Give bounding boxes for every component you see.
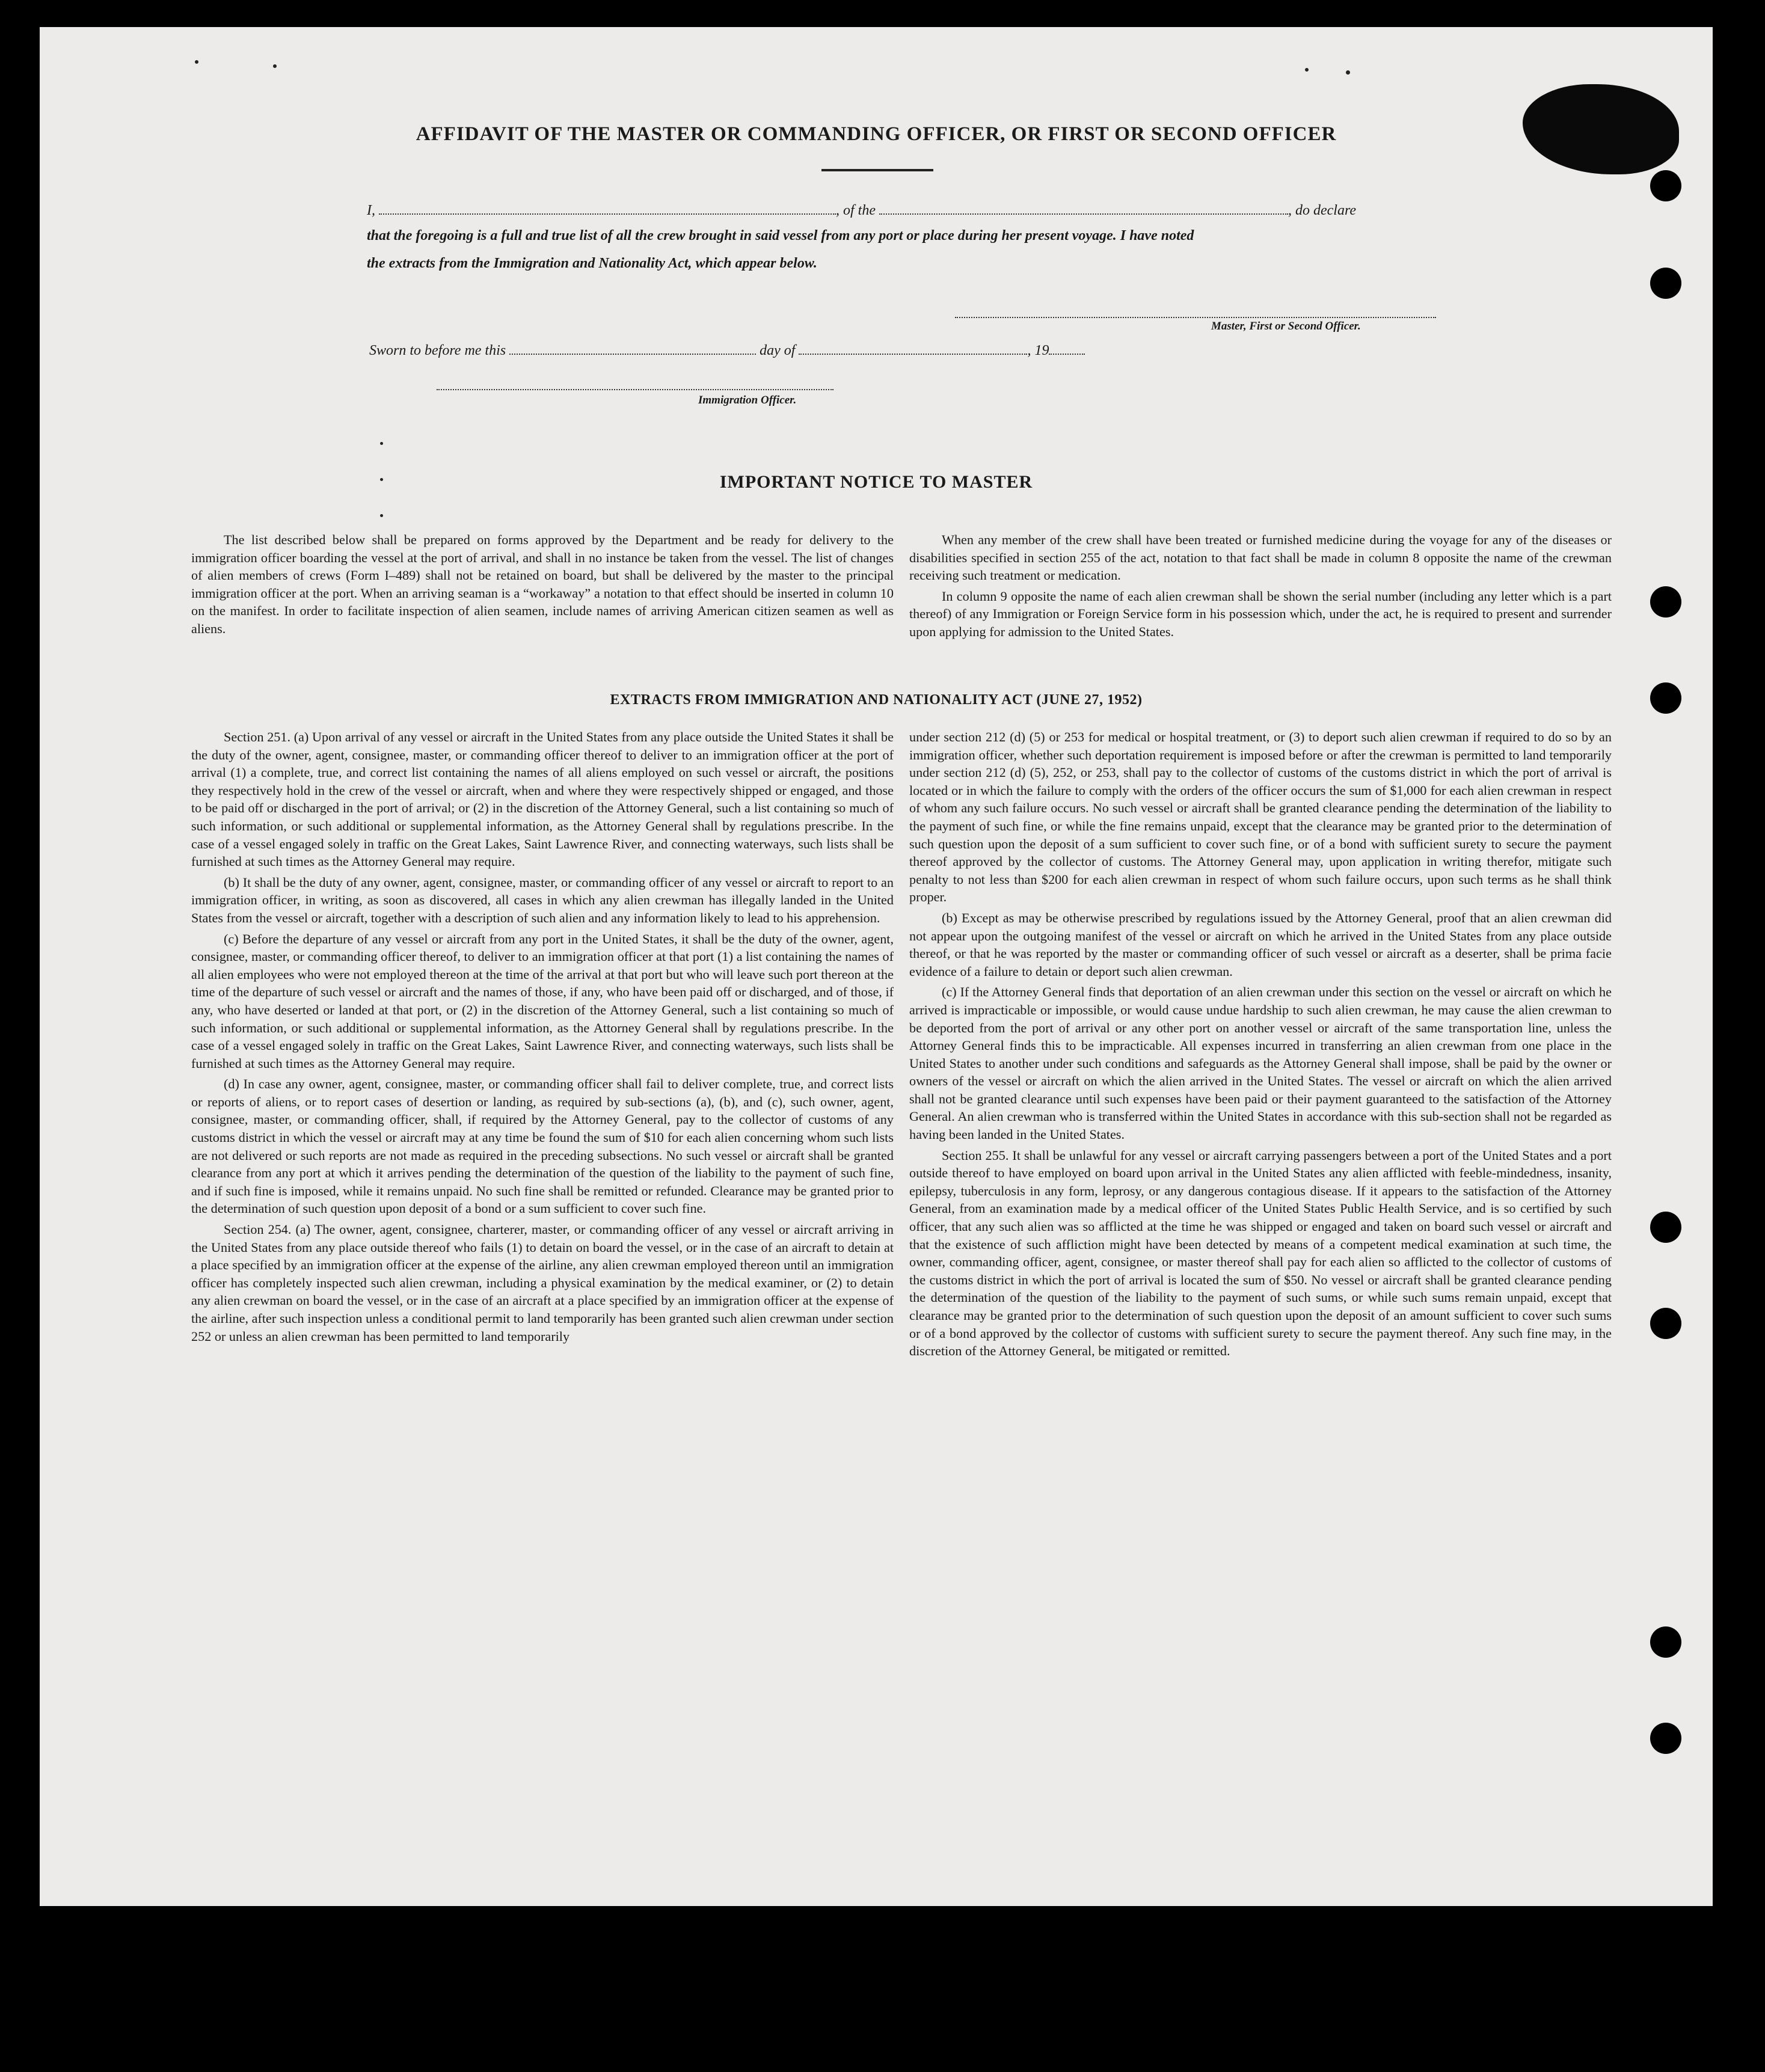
notice-title: IMPORTANT NOTICE TO MASTER [719, 472, 1033, 492]
speck [380, 478, 383, 481]
binder-hole [1650, 1626, 1681, 1658]
master-signature-line[interactable] [955, 316, 1436, 318]
day-of-text: day of [760, 343, 796, 358]
extract-paragraph: (b) Except as may be otherwise prescribed by regulations issued by the Attorney General, proof that an alien crewman did not appear upon the outgoing manifest of the vessel or aircraft on which he arrived in the United States from any place outside thereof, or that he was reported by the master or commanding officer of such vessel or aircraft as a deserter, shall be prima facie evidence of a failure to detain or deport such alien crewman. [909, 910, 1612, 979]
extract-paragraph: (c) If the Attorney General finds that deportation of an alien crewman under this section on the vessel or aircraft on which he arrived is impracticable or impossible, or would cause undue hardship to such alien crewman, he may cause the alien crewman to be deported from the port of arrival or any other port on another vessel or aircraft of the same transportation line, unless the Attorney General finds this to be impracticable. All expenses incurred in transferring an alien crewman from one place in the United States to another under such conditions and safeguards as the Attorney General shall impose, shall be paid by the owner or owners of the vessel or aircraft on which the alien arrived in the United States. The vessel or aircraft on which the alien arrived shall not be granted clearance until such expenses have been paid or their payment guaranteed to the satisfaction of the Attorney General. An alien crewman who is transferred within the United States in accordance with this sub-section shall not be regarded as having been landed in the United States. [909, 984, 1612, 1142]
declaration-do-declare: , do declare [1288, 203, 1357, 218]
extracts-left-column [191, 728, 894, 1348]
officer-signature-line[interactable] [437, 388, 833, 390]
extract-paragraph: Section 254. (a) The owner, agent, consignee, charterer, master, or commanding officer of any vessel or aircraft arriving in the United States from any place outside thereof who fails (1) to detain on board the vessel, or in the case of an aircraft to detain at a place specified by an immigration officer at the expense of the airline, any alien crewman employed thereon until an immigration officer has completely inspected such alien crewman, including a physical examination by the medical examiner, or (2) to detain any alien crewman on board the vessel, or in the case of an aircraft at a place specified by an immigration officer at the expense of the airline, after such inspection unless a conditional permit to land temporarily has been granted such alien crewman under section 252 or unless an alien crewman has been permitted to land temporarily [191, 1222, 894, 1344]
sworn-day-field[interactable] [509, 342, 756, 355]
binder-hole [1650, 586, 1681, 618]
speck [273, 64, 277, 68]
speck [1305, 68, 1309, 72]
notice-right-paragraph-1: When any member of the crew shall have been treated or furnished medicine during the voyage for any of the diseases or disabilities specified in section 255 of the act, notation to that fact shall be made in column 8 opposite the name of the crewman receiving such treatment or medication. [909, 532, 1612, 583]
notice-right-column [909, 531, 1612, 644]
notice-left-paragraph: The list described below shall be prepared on forms approved by the Department and be ready for delivery to the immigration officer boarding the vessel at the port of arrival, and shall in no instance be taken from the vessel. The list of changes of alien members of crews (Form I–489) shall not be retained on board, but shall be delivered by the master to the principal immigration officer at the port. When an arriving seaman is a “workaway” a notation to that effect should be inserted in column 10 on the manifest. In order to facilitate inspection of alien seamen, include names of arriving American citizen seamen as well as aliens. [191, 532, 894, 636]
sworn-month-field[interactable] [799, 342, 1027, 355]
year-prefix: , 19 [1027, 343, 1049, 358]
vessel-name-field[interactable] [879, 201, 1288, 215]
notice-right-paragraph-2: In column 9 opposite the name of each alien crewman shall be shown the serial number (including any letter which is a part thereof) of any Immigration or Foreign Service form in his possession which, under the act, he is required to present and surrender upon applying for admission to the United States. [909, 588, 1612, 639]
speck [195, 60, 198, 64]
extracts-right-column [909, 728, 1612, 1363]
extracts-title: EXTRACTS FROM IMMIGRATION AND NATIONALITY ACT (JUNE 27, 1952) [610, 692, 1143, 708]
sworn-year-field[interactable] [1049, 342, 1085, 355]
extract-paragraph: Section 255. It shall be unlawful for any vessel or aircraft carrying passengers between a port of the United States and a port outside thereof to have employed on board upon arrival in the United States any alien afflicted with feeble-mindedness, insanity, epilepsy, tuberculosis in any form, leprosy, or any dangerous contagious disease. If it appears to the satisfaction of the Attorney General, from an examination made by a medical officer of the United States Public Health Service, and is so certified by such officer, that any such alien was so afflicted at the time he was shipped or engaged and taken on board such vessel or aircraft and that the existence of such affliction might have been detected by means of a competent medical examination at such time, the owner, commanding officer, agent, consignee, or master thereof shall pay for each alien so afflicted to the collector of customs of the customs district in which the port of arrival is located the sum of $50. No vessel or aircraft shall be granted clearance pending the determination of the question of the liability to the payment of such sums, or while such sums remain unpaid, except that clearance may be granted prior to the determination of such question upon the deposit of an amount sufficient to cover such sums or of a bond approved by the collector of customs with sufficient surety to secure the payment thereof. Any such fine may, in the discretion of the Attorney General, be mitigated or remitted. [909, 1147, 1612, 1359]
extract-paragraph: (b) It shall be the duty of any owner, agent, consignee, master, or commanding officer of any vessel or aircraft to report to an immigration officer, in writing, as soon as discovered, all cases in which any alien crewman has illegally landed in the United States from the vessel or aircraft, together with a description of such alien and any information likely to lead to his apprehension. [191, 874, 894, 925]
document-page [40, 27, 1713, 1906]
binder-hole [1650, 170, 1681, 201]
master-signature-label: Master, First or Second Officer. [1211, 320, 1361, 333]
extract-paragraph: (d) In case any owner, agent, consignee, master, or commanding officer shall fail to deliver complete, true, and correct lists or reports of aliens, or to report cases of desertion or landing, as required by sub-sections (a), (b), and (c), such owner, agent, consignee, master, or commanding officer, shall, if required by the Attorney General, pay to the collector of customs of any customs district in which the vessel or aircraft may at any time be found the sum of $10 for each alien concerning whom such lists are not delivered or such reports are not made as required in the preceding subsections. No such vessel or aircraft shall be granted clearance from any port at which it arrives pending the determination of the question of the liability to the payment of such fine, and if such fine is imposed, while it remains unpaid. No such fine shall be remitted or refunded. Clearance may be granted prior to the determination of such question upon deposit of a bond or a sum sufficient to cover such fine. [191, 1076, 894, 1216]
speck [1346, 70, 1350, 75]
title-underline [821, 169, 933, 171]
extract-paragraph: (c) Before the departure of any vessel or aircraft from any port in the United States, it shall be the duty of the owner, agent, consignee, master, or commanding officer thereof, to deliver to an immigration officer at that port (1) a list containing the names of all alien employees who were not employed thereon at the time of the arrival at that port but who will leave such port thereon at the time of the departure of such vessel or aircraft and the names of those, if any, who have been paid off or discharged, and of those, if any, who have deserted or landed at that port, or (2) in the discretion of the Attorney General, such a list containing so much of such information, or such additional or supplemental information, as the Attorney General shall by regulations prescribe. In the case of a vessel engaged solely in traffic on the Great Lakes, Saint Lawrence River, and connecting waterways, such lists shall be furnished at such times as the Attorney General may require. [191, 931, 894, 1071]
declaration-line-3: the extracts from the Immigration and Nationality Act, which appear below. [367, 256, 817, 271]
declaration-of-the: , of the [836, 203, 876, 218]
speck [380, 514, 383, 517]
binder-hole [1650, 1723, 1681, 1754]
sworn-to-text: Sworn to before me this [369, 343, 506, 358]
declaration-line-2: that the foregoing is a full and true list of all the crew brought in said vessel from any port or place during her present voyage. I have noted [367, 228, 1194, 244]
binder-hole [1650, 268, 1681, 299]
officer-signature-label: Immigration Officer. [698, 394, 797, 406]
binder-hole [1650, 1308, 1681, 1339]
affidavit-title: AFFIDAVIT OF THE MASTER OR COMMANDING OFFICER, OR FIRST OR SECOND OFFICER [416, 123, 1337, 145]
declaration-i: I, [367, 203, 375, 218]
extract-paragraph: Section 251. (a) Upon arrival of any vessel or aircraft in the United States from any place outside the United States it shall be the duty of the owner, agent, consignee, master, or commanding officer thereof to deliver to an immigration officer at the port of arrival (1) a complete, true, and correct list containing the names of all aliens employed on such vessel or aircraft, the positions they respectively hold in the crew of the vessel or aircraft, when and where they were respectively shipped or engaged, and those to be paid off or discharged in the port of arrival; or (2) in the discretion of the Attorney General, such a list containing so much of such information, or such additional or supplemental information, as the Attorney General shall by regulations prescribe. In the case of a vessel engaged solely in traffic on the Great Lakes, Saint Lawrence River, and connecting waterways, such lists shall be furnished at such times as the Attorney General may require. [191, 729, 894, 869]
sworn-line [369, 342, 1470, 359]
extract-paragraph: under section 212 (d) (5) or 253 for medical or hospital treatment, or (3) to deport such alien crewman if required to do so by an immigration officer, whether such deportation requirement is imposed before or after the crewman is permitted to land temporarily under section 212 (d) (5), 252, or 253, shall pay to the collector of customs of the customs district in which the port of arrival is located or in which the failure to comply with the orders of the officer occurs the sum of $1,000 for each alien crewman in respect of whom any such failure occurs. No such vessel or aircraft shall be granted clearance pending the determination of the liability to the payment of such fine, or while the fine remains unpaid, except that the clearance may be granted prior to the determination of such question upon the deposit of a sum sufficient to cover such fine, or of a bond with sufficient surety to secure the payment thereof approved by the collector of customs. The Attorney General may, upon application in writing therefor, mitigate such penalty to not less than $200 for each alien crewman in respect of whom such failure occurs, upon such terms as he shall think proper. [909, 729, 1612, 905]
binder-hole [1650, 682, 1681, 714]
binder-hole [1650, 1212, 1681, 1243]
declaration-line-1 [367, 201, 1467, 219]
notice-left-column [191, 531, 894, 641]
declarant-name-field[interactable] [379, 201, 836, 215]
speck [380, 442, 383, 445]
